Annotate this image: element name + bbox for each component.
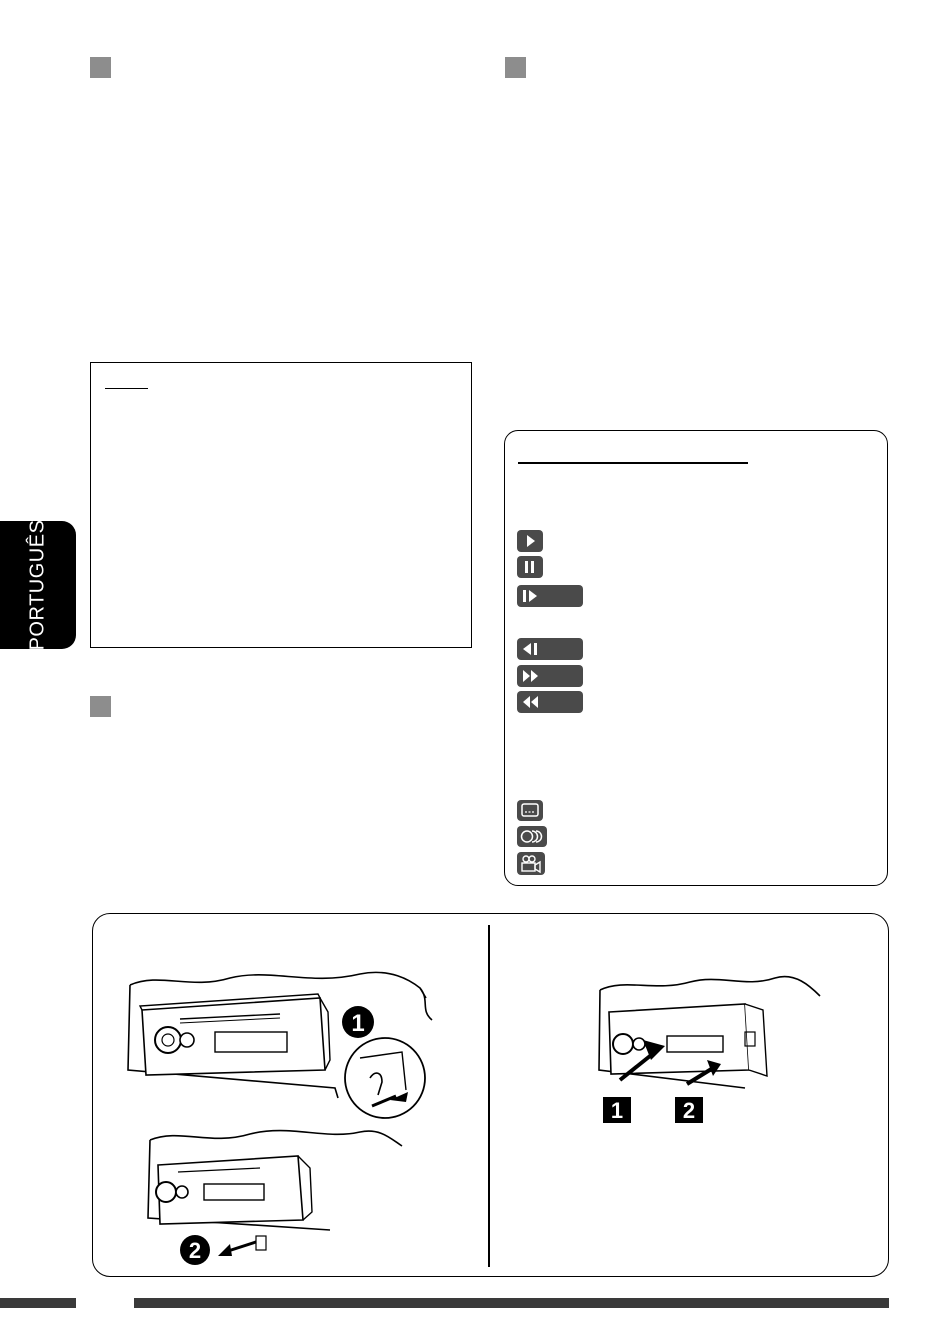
footer-bar-left <box>0 1298 76 1308</box>
svg-text:2: 2 <box>188 1238 202 1263</box>
subtitle-icon <box>517 800 543 821</box>
section-marker-lower-left <box>90 696 111 717</box>
detach-panel-illustration <box>120 960 480 1270</box>
icons-heading-rule <box>518 462 748 464</box>
svg-text:1: 1 <box>610 1098 624 1123</box>
slow-forward-icon <box>517 585 583 607</box>
slow-reverse-icon <box>517 638 583 660</box>
svg-text:2: 2 <box>682 1098 696 1123</box>
section-marker-top-right <box>505 57 526 78</box>
language-tab-label: PORTUGUÊS <box>26 519 49 651</box>
audio-language-icon <box>517 826 547 847</box>
notes-heading-rule <box>105 388 148 389</box>
attach-panel-illustration <box>595 960 825 1130</box>
fast-reverse-icon <box>517 691 583 713</box>
play-icon <box>517 530 543 552</box>
footer-bar-right <box>134 1298 889 1308</box>
fast-forward-icon <box>517 665 583 687</box>
svg-text:1: 1 <box>351 1010 365 1037</box>
section-marker-top-left <box>90 57 111 78</box>
notes-box <box>90 362 472 648</box>
pause-icon <box>517 556 543 578</box>
illustration-divider <box>488 925 490 1267</box>
language-tab <box>0 521 76 649</box>
indicator-icons-box <box>504 430 888 886</box>
camera-angle-icon <box>517 852 545 875</box>
